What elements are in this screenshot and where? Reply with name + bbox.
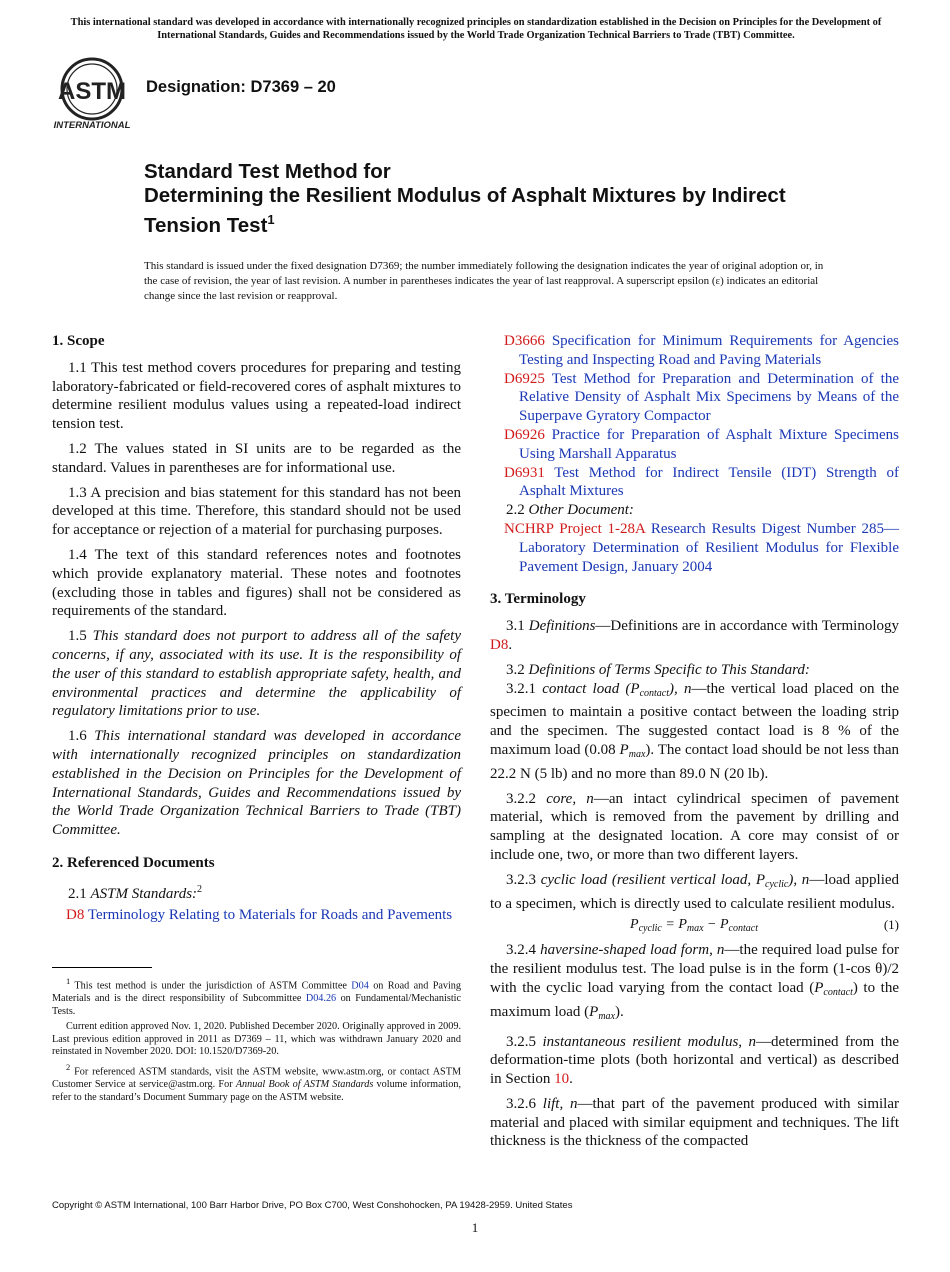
title-line-2: Determining the Resilient Modulus of Asphalt Mixtures by Indirect Tension Test$^1$ xyxy=(144,184,786,237)
nchrp-reference[interactable]: NCHRP Project 1-28A Research Results Digest Number 285—Laboratory Determination of Resilient Modulus for Flexible Pavement Design, January 2004 xyxy=(504,520,899,575)
title-line-1: Standard Test Method for xyxy=(144,160,391,183)
scope-1-3: 1.3 A precision and bias statement for this standard has not been developed at this time. Therefore, this standard should not be used for acceptance or rejection of a material for purchasing purposes. xyxy=(52,484,461,539)
footnote-1-edition: Current edition approved Nov. 1, 2020. Published December 2020. Originally approved in 2009. Last previous edition approved in 2011 as D7369 – 11, which was withdrawn January 2020 and reinstated in November 2020. DOI: 10.1520/D7369-20. xyxy=(52,1020,461,1058)
issued-note: This standard is issued under the fixed designation D7369; the number immediately following the designation indicates the year of original adoption or, in the case of revision, the year of last revision. A number in parentheses indicates the year of last reapproval. A superscript epsilon (ε) indicates an editorial change since the last revision or reapproval. xyxy=(144,260,824,302)
scope-1-2: 1.2 The values stated in SI units are to be regarded as the standard. Values in parentheses are for informational use. xyxy=(52,440,461,476)
footnotes xyxy=(52,975,461,1107)
section-2-heading: 2. Referenced Documents xyxy=(52,854,215,871)
scope-1-4: 1.4 The text of this standard references notes and footnotes which provide explanatory material. These notes and footnotes (excluding those in tables and figures) shall not be considered as requirements of the standard. xyxy=(52,546,461,620)
equation-1: $P_{cyclic} = P_{max} - P_{contact}$ (1) xyxy=(630,917,899,935)
svg-text:ASTM: ASTM xyxy=(58,78,126,105)
term-3-2: 3.2 Definitions of Terms Specific to This Standard: xyxy=(506,661,810,678)
footnote-2: $^2$ For referenced ASTM standards, visit the ASTM website, www.astm.org, or contact ASTM Customer Service at service@astm.org. For Annual Book of ASTM Standards volume information, refer to the standard’s Document Summary page on the ASTM website. xyxy=(52,1062,461,1104)
designation: Designation: D7369 – 20 xyxy=(146,78,336,96)
copyright-line: Copyright © ASTM International, 100 Barr Harbor Drive, PO Box C700, West Conshohocken, PA 19428-2959. United States xyxy=(52,1200,573,1211)
term-3-2-5: 3.2.5 instantaneous resilient modulus, n—determined from the deformation-time plots (both horizontal and vertical) as described in Section 10. xyxy=(490,1033,899,1088)
scope-1-1: 1.1 This test method covers procedures for preparing and testing laboratory-fabricated or field-recovered cores of asphalt mixtures to determine resilient modulus values using a repeated-load indirect tension test. xyxy=(52,359,461,433)
equation-number: (1) xyxy=(883,917,899,933)
astm-logo xyxy=(52,56,134,132)
scope-1-5: 1.5 This standard does not purport to address all of the safety concerns, if any, associated with its use. It is the responsibility of the user of this standard to establish appropriate safety, health, and environmental practices and determine the applicability of regulatory limitations prior to use. xyxy=(52,628,462,720)
term-3-2-1: 3.2.1 contact load $(P_{contact})$, n—the vertical load placed on the specimen to maintain a positive contact between the loading strip and the specimen. The suggested contact load is 8 % of the maximum load (0.08 $P_{max}$). The contact load should be not less than 22.2 N (5 lb) and no more than 89.0 N (20 lb). xyxy=(490,680,900,782)
footnote-1: $^1$ This test method is under the jurisdiction of ASTM Committee D04 on Road and Paving Materials and is the direct responsibility of Subcommittee D04.26 on Fundamental/Mechanistic Tests. xyxy=(52,976,461,1017)
term-3-2-6: 3.2.6 lift, n—that part of the pavement produced with similar material and placed with similar equipment and techniques. The lift thickness is the thickness of the compacted xyxy=(490,1095,899,1150)
reference-item[interactable]: D6925 Test Method for Preparation and Determination of the Relative Density of Asphalt Mix Specimens by Means of the Superpave Gyratory Compactor xyxy=(504,370,900,425)
reference-item[interactable]: D6926 Practice for Preparation of Asphalt Mixture Specimens Using Marshall Apparatus xyxy=(504,426,899,462)
term-3-2-3: 3.2.3 cyclic load (resilient vertical load, $P_{cyclic}$), n—load applied to a specimen, which is directly used to calculate resilient modulus. xyxy=(490,871,900,912)
reference-item[interactable]: D8 Terminology Relating to Materials for Roads and Pavements xyxy=(66,906,453,923)
term-3-2-2: 3.2.2 core, n—an intact cylindrical specimen of pavement material, which is removed from the pavement by drilling and sampling at the designated location. A core may consist of or include one, two, or more than two different layers. xyxy=(490,790,900,863)
other-document-label: 2.2 Other Document: xyxy=(506,502,634,519)
right-column xyxy=(490,332,899,1157)
section-3-heading: 3. Terminology xyxy=(490,591,586,608)
footnote-divider xyxy=(52,967,152,968)
reference-item[interactable]: D3666 Specification for Minimum Requirements for Agencies Testing and Inspecting Road and Paving Materials xyxy=(504,333,900,368)
term-3-1: 3.1 Definitions—Definitions are in accordance with Terminology D8. xyxy=(490,618,899,653)
svg-text:INTERNATIONAL: INTERNATIONAL xyxy=(53,120,131,131)
reference-item[interactable]: D6931 Test Method for Indirect Tensile (IDT) Strength of Asphalt Mixtures xyxy=(504,464,899,500)
astm-logo-icon xyxy=(52,56,134,132)
left-column xyxy=(52,332,461,924)
header-notice: This international standard was developed in accordance with internationally recognized principles on standardization established in the Decision on Principles for the Development of International Standards, Guides and Recommendations issued by the World Trade Organization Technical Barriers to Trade (TBT) Committee. xyxy=(70,17,882,41)
astm-standards-label: 2.1 ASTM Standards:$^2$ xyxy=(68,883,203,902)
page-number: 1 xyxy=(471,1220,479,1235)
document-title xyxy=(144,160,864,238)
scope-1-6: 1.6 This international standard was developed in accordance with internationally recognized principles on standardization established in the Decision on Principles for the Development of International Standards, Guides and Recommendations issued by the World Trade Organization Technical Barriers to Trade (TBT) Committee. xyxy=(52,728,461,839)
section-1-heading: 1. Scope xyxy=(52,333,105,349)
term-3-2-4: 3.2.4 haversine-shaped load form, n—the required load pulse for the resilient modulus test. The load pulse is in the form (1-cos θ)/2 with the cyclic load varying from the contact load $(P_{contact})$ to the maximum load $(P_{max})$. xyxy=(490,942,900,1022)
